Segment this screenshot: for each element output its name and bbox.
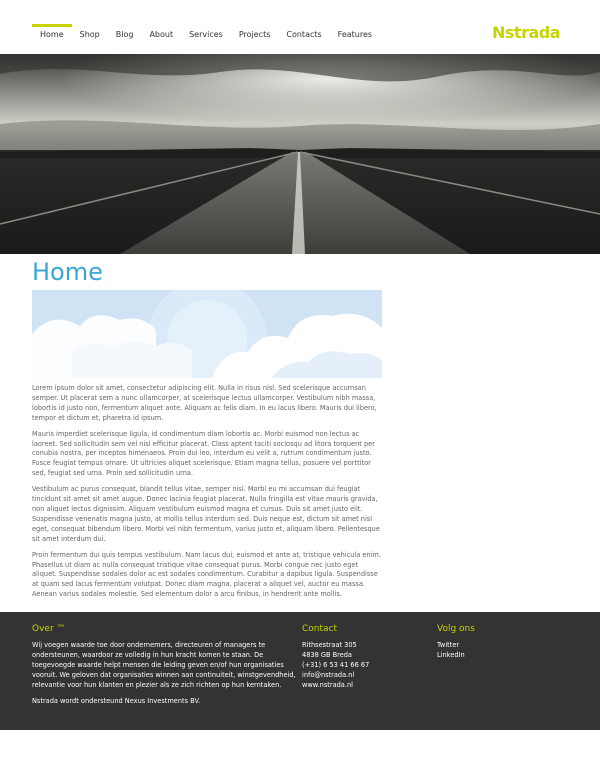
nav-item-contacts[interactable]: Contacts bbox=[286, 30, 322, 39]
site-header bbox=[0, 0, 600, 54]
contact-postcode-city: 4838 GB Breda bbox=[302, 651, 352, 659]
contact-phone[interactable]: (+31) 6 53 41 66 67 bbox=[302, 661, 370, 669]
content-paragraph-2: Mauris imperdiet scelerisque ligula, id condimentum diam lobortis ac. Morbi euismod non lectus ac laoreet. Sed sollicitudin sem vel nisl efficitur placerat. Class aptent taciti sociosqu ad litora torquent per conubia nostra, per inceptos himenaeos. Proin dui leo, interdum eu velit a, rutrum condimentum justo. Fusce feugiat tempus ornare. Ut ultricies aliquet scelerisque. Etiam magna tellus, posuere vel porttitor sed, feugiat sed urna. Proin sed sollicitudin urna. bbox=[32, 429, 375, 478]
social-link-linkedin[interactable]: LinkedIn bbox=[437, 651, 465, 659]
footer-about bbox=[32, 624, 296, 712]
brand-logo[interactable]: Nstrada bbox=[492, 23, 560, 42]
social-link-twitter[interactable]: Twitter bbox=[437, 641, 460, 649]
nav-item-blog[interactable]: Blog bbox=[115, 30, 134, 39]
footer-social-title: Volg ons bbox=[437, 624, 475, 634]
nav-item-features[interactable]: Features bbox=[337, 30, 373, 39]
footer-about-paragraph: Wij voegen waarde toe door ondernemers, directeuren of managers te ondersteunen, waardoor ze volledig in hun kracht komen te staan. De toegevoegde waarde helpt mensen die leiding geven en/of hun organisaties vooruit. We geloven dat organisaties winnen aan continuiteit, winstgevendheid, relevantie voor hun klanten en plezier als ze zich richten op hun kerntaken. bbox=[32, 641, 296, 689]
nav-item-services[interactable]: Services bbox=[189, 30, 223, 39]
contact-website[interactable]: www.nstrada.nl bbox=[302, 681, 353, 689]
content-paragraph-1: Lorem ipsum dolor sit amet, consectetur adipiscing elit. Nulla in risus nisl. Sed scelerisque accumsan semper. Ut placerat sem a nunc ullamcorper, at scelerisque lectus ullamcorper. Vestibulum nibh massa, lobortis id justo non, fermentum aliquet ante. Aliquam ac felis diam. In eu lacus libero. Mauris dui libero, tempor et dictum et, pharetra id ipsum. bbox=[32, 384, 377, 422]
nav-item-home[interactable]: Home bbox=[32, 26, 72, 44]
main-nav bbox=[32, 26, 380, 44]
contact-street: Rithsestraat 305 bbox=[302, 641, 357, 649]
footer-social bbox=[437, 624, 557, 660]
footer-about-text bbox=[32, 640, 296, 706]
footer-about-title: Over ™ bbox=[32, 624, 66, 634]
footer-support-text: Nstrada wordt ondersteund Nexus Investments BV. bbox=[32, 697, 201, 705]
nav-item-about[interactable]: About bbox=[149, 30, 174, 39]
footer-contact bbox=[302, 624, 422, 690]
cloud-banner-image bbox=[32, 290, 382, 378]
nav-item-projects[interactable]: Projects bbox=[238, 30, 271, 39]
content-paragraph-4: Proin fermentum dui quis tempus vestibulum. Nam lacus dui, euismod et ante at, tristique vehicula enim. Phasellus ut diam ac nulla consequat tristique vitae consequat purus. Morbi congue nec justo eget aliquet. Suspendisse sodales dolor ac est sodales condimentum. Curabitur a dapibus ligula. Suspendisse at quam sed lacus fermentum volutpat. Donec diam magna, placerat a aliquet vel, auctor eu massa. Aenean varius sodales molestie. Sed elementum dolor a arcu finibus, in hendrerit ante mollis. bbox=[32, 550, 381, 599]
nav-item-shop[interactable]: Shop bbox=[79, 30, 100, 39]
footer-contact-lines bbox=[302, 640, 422, 690]
page-content bbox=[32, 384, 382, 606]
page-title: Home bbox=[32, 258, 103, 286]
hero-image-road bbox=[0, 54, 600, 254]
footer-contact-title: Contact bbox=[302, 624, 338, 634]
clouds-illustration bbox=[32, 290, 382, 378]
road-illustration bbox=[0, 54, 600, 254]
contact-email[interactable]: info@nstrada.nl bbox=[302, 671, 355, 679]
content-paragraph-3: Vestibulum ac purus consequat, blandit tellus vitae, semper nisl. Morbi eu mi accumsan dui feugiat tincidunt sit amet sit amet augue. Donec lacinia feugiat placerat. Nulla fringilla est vitae mauris gravida, non aliquet lectus dignissim. Aliquam vestibulum euismod magna et cursus. Duis sit amet justo elit. Suspendisse venenatis magna justo, at mollis tellus interdum sed. Duis neque est, dictum sit amet nisl eget, consequat bibendum libero. Morbi vel nibh fermentum, varius justo et, aliquam libero. Pellentesque sit amet interdum dui. bbox=[32, 485, 380, 543]
